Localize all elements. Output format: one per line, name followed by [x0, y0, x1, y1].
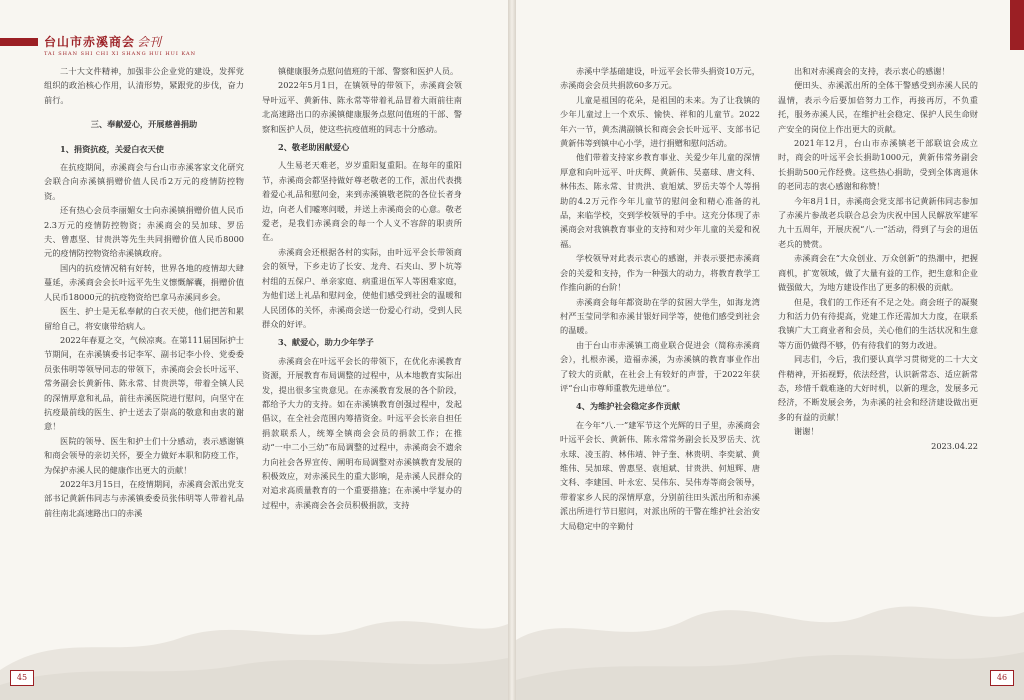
- paragraph: 在抗疫期间，赤溪商会与台山市赤溪客家文化研究会联合向赤溪镇捐赠价值人民币2万元的疫情防控物资。: [44, 162, 244, 201]
- right-column-2: [778, 64, 978, 453]
- left-column-2: [262, 64, 462, 512]
- page-number-right: 46: [990, 670, 1014, 686]
- subsection-heading: 2、敬老助困献爱心: [278, 142, 350, 153]
- landscape-background: [0, 520, 508, 700]
- paragraph: 2022年3月15日，在疫情期间，赤溪商会派出党支部书记黄新伟同志与赤溪镇委委员张伟明等人带着礼品前往南北高速路出口的赤溪: [44, 478, 244, 518]
- subsection-heading: 3、献爱心，助力少年学子: [278, 337, 374, 348]
- paragraph: 二十大文件精神，加强非公企业党的建设，发挥党组织的政治核心作用，认清形势，紧跟党的步伐，奋力前行。: [44, 66, 244, 105]
- corner-tab-right: [1010, 0, 1024, 50]
- header-logo-text: 会刊: [137, 35, 162, 49]
- paragraph: 2021年12月，台山市赤溪镇老干部联谊会成立时，商会的叶远平会长捐助1000元，黄新伟常务副会长捐助500元作经费。这些热心捐助，受到全体离退休的老同志的衷心感谢和称赞！: [778, 138, 978, 192]
- header-accent-bar: [0, 38, 38, 46]
- paragraph: 2022年春夏之交，气候凉爽。在第111届国际护士节期间，在赤溪镇委书记李军、副书记李小伶、党委委员张伟明等领导同志的带领下，赤溪商会会长叶远平、常务副会长黄新伟、陈永常、甘贵洪等，带着全镇人民的深情厚意和礼品，前往赤溪医院进行慰问，向坚守在抗疫最前线的医生、护士送去了崇高的敬意和由衷的谢意！: [44, 334, 244, 432]
- paragraph: 赤溪中学基础建设，叶远平会长带头捐资10万元，赤溪商会会员共捐款60多万元。: [560, 66, 760, 91]
- right-page: [516, 0, 1024, 700]
- page-number-left: 45: [10, 670, 34, 686]
- paragraph: 赤溪商会每年都资助在学的贫困大学生，如海龙湾村严玉莹同学和赤溪甘银好同学等，使他们感受到社会的温暖。: [560, 296, 760, 336]
- paragraph: 谢谢！: [794, 426, 819, 437]
- paragraph: 儿童是祖国的花朵，是祖国的未来。为了让我镇的少年儿童过上一个欢乐、愉快、祥和的儿童节。2022年六一节，黄杰满副镇长和商会会长叶远平、支部书记黄新伟等到镇中心小学，进行捐赠和慰问活动。: [560, 94, 760, 149]
- paragraph: 出和对赤溪商会的支持，表示衷心的感谢！: [794, 66, 950, 76]
- paragraph: 今年8月1日，赤溪商会党支部书记黄新伟同志参加了赤溪片参战老兵联合总会为庆祝中国人民解放军建军九十五周年，开展庆祝“八.一”活动，得到了与会的退伍老兵的赞赏。: [778, 195, 978, 249]
- subsection-heading: 4、为维护社会稳定多作贡献: [576, 401, 680, 412]
- left-column-1: [44, 64, 244, 520]
- date-line: 2023.04.22: [931, 440, 978, 451]
- header-subtitle: TAI SHAN SHI CHI XI SHANG HUI HUI KAN: [44, 51, 196, 57]
- paragraph: 2022年5月1日，在镇领导的带领下，赤溪商会领导叶远平、黄新伟、陈永常等带着礼品冒着大雨前往南北高速路出口的赤溪镇健康服务点慰问值班的干部、警察和医护人员，使这些抗疫值班的同志十分感动。: [262, 80, 462, 134]
- header-title: 台山市赤溪商会: [44, 35, 136, 49]
- landscape-background: [516, 520, 1024, 700]
- paragraph: 同志们，今后，我们要认真学习贯彻党的二十大文件精神，开拓视野，依法经营，认识新常态、适应新常态，珍惜千载难逢的大好时机，以新的理念，发展多元经济，不断发展会务，为赤溪的社会和经济建设做出更多的有益的贡献！: [778, 354, 978, 422]
- paragraph: 赤溪商会在叶远平会长的带领下，在优化赤溪教育资源，开展教育布局调整的过程中，从本地教育实际出发，提出很多宝贵意见。在赤溪教育发展的各个阶段，都给予大力的支持。如在赤溪镇教育创强过程中，发起倡议，在全社会范围内筹措资金。叶远平会长亲自担任捐款联系人，统筹全镇商会会员的捐款工作；在推动“一中二小三幼”布局调整的过程中，赤溪商会不遗余力向社会各界宣传、阐明布局调整对赤溪镇教育发展的积极效应，对赤溪民生的重大影响，是赤溪人民群众的对追求高质量教育的一个重要措施；在赤溪中学复办的过程中，赤溪商会各会员积极捐款，支持: [262, 355, 462, 510]
- paragraph: 医生、护士是无私奉献的白衣天使，他们把苦和累留给自己，将安康带给病人。: [44, 306, 244, 331]
- paragraph: 学校领导对此表示衷心的感谢，并表示要把赤溪商会的关爱和支持，作为一种强大的动力，将教育教学工作推向新的台阶！: [560, 253, 760, 293]
- spine-gutter: [508, 0, 516, 700]
- left-page: [0, 0, 508, 700]
- page-header: [0, 33, 161, 50]
- paragraph: 由于台山市赤溪镇工商业联合促进会（简称赤溪商会），扎根赤溪，造福赤溪，为赤溪镇的教育事业作出了较大的贡献，在社会上有较好的声誉，于2022年获评“台山市尊师重教先进单位”。: [560, 339, 760, 393]
- paragraph: 赤溪商会还根据各村的实际，由叶远平会长带领商会的领导，下乡走访了长安、龙舟、石夹山、罗卜坑等村组的五保户、单亲家庭、病重退伍军人等困难家庭，为他们送上礼品和慰问金，使他们感受到社会的温暖和人民团体的关怀，赤溪商会送一份爱心行动，受到人民群众的好评。: [262, 246, 462, 329]
- paragraph: 赤溪商会在“大众创业、万众创新”的热潮中，把握商机，扩宽领域，做了大量有益的工作，把生意和企业做强做大，为地方建设作出了更多的积极的贡献。: [778, 253, 978, 293]
- subsection-heading: 1、捐资抗疫，关爱白衣天使: [60, 143, 164, 154]
- section-heading: 三、奉献爱心，开展慈善捐助: [90, 119, 198, 130]
- paragraph: 他们带着支持家乡教育事业、关爱少年儿童的深情厚意和向叶远平、叶庆辉、黄新伟、吴嘉球、唐文科、林伟杰、陈永常、甘贵洪、袁旭斌、罗岳夫等个人等捐助的4.2万元作今年儿童节的慰问金和精心准备的礼品，来临学校，交到学校领导的手中。这充分体现了赤溪商会对我镇教育事业的支持和对少年儿童的关爱和祝福。: [560, 152, 760, 249]
- paragraph: 镇健康服务点慰问值班的干部、警察和医护人员。: [278, 66, 459, 76]
- paragraph: 在今年“八.一”建军节这个光辉的日子里，赤溪商会叶远平会长、黄新伟、陈永常常务副会长及罗岳夫、沈永球、凌玉韵、林伟靖、钟子奎、林贵明、李奕斌、黄维伟、吴加球、曾惠坚、袁旭斌、甘贵洪、何旭辉、唐文科、李建国、叶永宏、吴伟东、吴伟寿等商会领导，带着家乡人民的深情厚意，分别前往田头派出所和赤溪派出所进行节日慰问，对派出所的干警在维护社会治安大局稳定中的辛勤付: [560, 419, 760, 531]
- paragraph: 还有热心会员李丽媚女士向赤溪镇捐赠价值人民币2.3万元的疫情防控物资；赤溪商会的吴加球、罗岳夫、曾惠坚、甘贵洪等先生共同捐赠价值人民币8000元的疫情防控物资给赤溪镇政府。: [44, 205, 244, 259]
- paragraph: 便田头、赤溪派出所的全体干警感受到赤溪人民的温情，表示今后要加倍努力工作，再接再厉，不负重托，服务赤溪人民，在维护社会稳定、保护人民生命财产安全的岗位上作出更大的贡献。: [778, 80, 978, 134]
- right-column-1: [560, 64, 760, 533]
- paragraph: 人生易老天难老，岁岁重阳复重阳。在每年的重阳节，赤溪商会都坚持做好尊老敬老的工作，派出代表携着爱心礼品和慰问金，来到赤溪镇敬老院的各位长者身边，向老人们嘘寒问暖，并送上赤溪商会的心意。敬老爱老，是我们赤溪商会的每一个人义不容辞的职责所在。: [262, 160, 462, 243]
- paragraph: 国内的抗疫情况稍有好转，世界各地的疫情却大肆蔓延，赤溪商会会长叶远平先生义懔慨解囊，捐赠价值人民币18000元的抗疫物资给巴拿马赤溪同乡会。: [44, 262, 244, 302]
- paragraph: 但是，我们的工作还有不足之处。商会班子的凝聚力和活力仍有待提高，党建工作还需加大力度，在联系我镇广大工商业者和会员，关心他们的生活状况和生意等方面仍做得不够，仍有待我们的努力改进。: [778, 296, 978, 350]
- paragraph: 医院的领导、医生和护士们十分感动，表示感谢镇和商会领导的亲切关怀，要全力做好本职和防疫工作，为保护赤溪人民的健康作出更大的贡献！: [44, 435, 244, 475]
